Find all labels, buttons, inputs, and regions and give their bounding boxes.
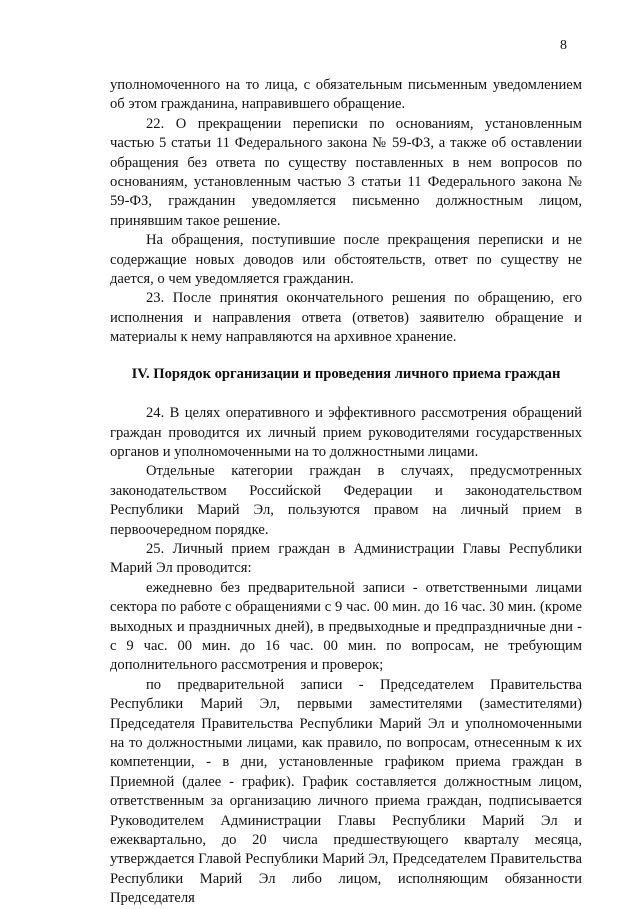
paragraph: ежедневно без предварительной записи - ответственными лицами сектора по работе с обращениями с 9 час. 00 мин. до 16 час. 30 мин. (кроме выходных и праздничных дней), в предвыходные и предпраздничные дни - с 9 час. 00 мин. до 16 час. 00 мин. по вопросам, не требующим дополнительного рассмотрения и проверок;: [110, 579, 582, 674]
paragraph-item-23: 23. После принятия окончательного решения по обращению, его исполнения и направления ответа (ответов) заявителю обращение и материалы к нему направляются на архивное хранение.: [110, 290, 582, 346]
paragraph-item-25: 25. Личный прием граждан в Администрации Главы Республики Марий Эл проводится:: [110, 540, 582, 577]
paragraph: по предварительной записи - Председателем Правительства Республики Марий Эл, первыми заместителями (заместителями) Председателя Правительства Республики Марий Эл и уполномоченными на то должностными лицами, как правило, по вопросам, отнесенным к их компетенции, - в дни, установленные графиком приема граждан в Приемной (далее - график). График составляется должностным лицом, ответственным за организацию личного приема граждан, подписывается Руководителем Администрации Главы Республики Марий Эл и ежеквартально, до 20 числа предшествующего кварталу месяца, утверждается Главой Республики Марий Эл, Председателем Правительства Республики Марий Эл либо лицом, исполняющим обязанности Председателя: [110, 676, 582, 907]
document-body: [110, 76, 582, 909]
page-number: 8: [560, 38, 567, 53]
paragraph: уполномоченного на то лица, с обязательным письменным уведомлением об этом гражданина, направившего обращение.: [110, 77, 582, 113]
paragraph-item-24: 24. В целях оперативного и эффективного рассмотрения обращений граждан проводится их личный прием руководителями государственных органов и уполномоченными на то должностными лицами.: [110, 405, 582, 460]
section-heading: IV. Порядок организации и проведения личного приема граждан: [131, 365, 561, 382]
paragraph-item-22: 22. О прекращении переписки по основаниям, установленным частью 5 статьи 11 Федерального закона № 59-ФЗ, а также об оставлении обращения без ответа по существу поставленных в нем вопросов по основаниям, установленным частью 3 статьи 11 Федерального закона № 59-ФЗ, гражданин уведомляется письменно должностным лицом, принявшим такое решение.: [110, 115, 582, 229]
paragraph: На обращения, поступившие после прекращения переписки и не содержащие новых доводов или обстоятельств, ответ по существу не дается, о чем уведомляется гражданин.: [110, 232, 582, 288]
paragraph: Отдельные категории граждан в случаях, предусмотренных законодательством Российской Федерации и законодательством Республики Марий Эл, пользуются правом на личный прием в первоочередном порядке.: [110, 463, 582, 538]
